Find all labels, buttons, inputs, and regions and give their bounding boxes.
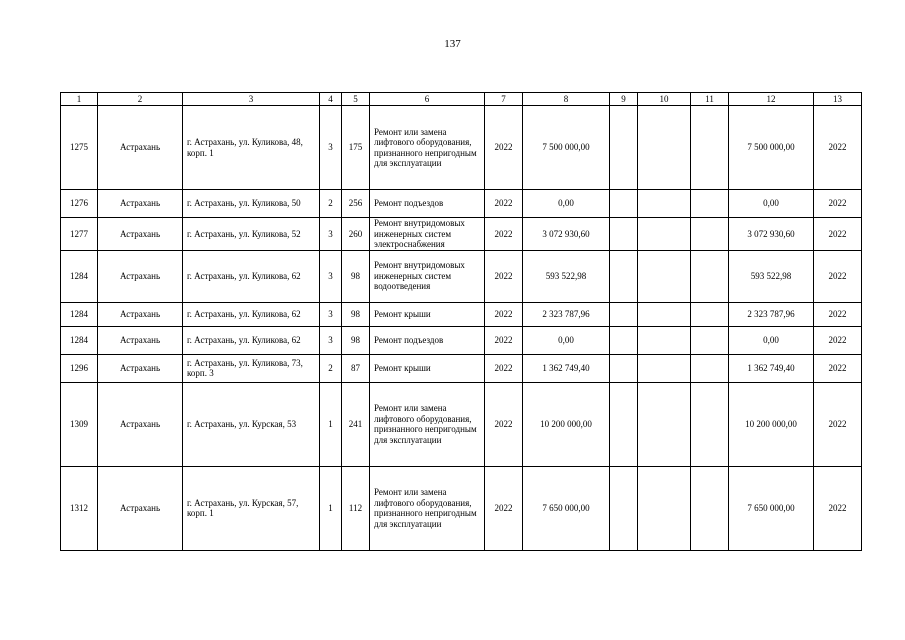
table-cell-col9 xyxy=(610,382,638,466)
table-cell-col12: 3 072 930,60 xyxy=(729,218,814,251)
table-cell-col8: 7 500 000,00 xyxy=(523,106,610,190)
table-cell-col3: г. Астрахань, ул. Куликова, 73, корп. 3 xyxy=(183,354,320,382)
table-cell-col7: 2022 xyxy=(485,190,523,218)
table-cell-col12: 7 500 000,00 xyxy=(729,106,814,190)
table-cell-col11 xyxy=(691,218,729,251)
table-cell-col6: Ремонт или замена лифтового оборудования, признанного непригодным для эксплуатации xyxy=(370,382,485,466)
column-header: 4 xyxy=(320,93,342,106)
table-cell-col4: 3 xyxy=(320,218,342,251)
table-cell-col13: 2022 xyxy=(814,354,862,382)
table-cell-col2: Астрахань xyxy=(98,354,183,382)
table-cell-col1: 1284 xyxy=(61,302,98,326)
table-cell-col11 xyxy=(691,250,729,302)
table-cell-col4: 1 xyxy=(320,382,342,466)
table-cell-col2: Астрахань xyxy=(98,218,183,251)
table-cell-col3: г. Астрахань, ул. Курская, 53 xyxy=(183,382,320,466)
table-cell-col2: Астрахань xyxy=(98,466,183,550)
table-cell-col8: 0,00 xyxy=(523,190,610,218)
page-number: 137 xyxy=(444,38,461,50)
table-cell-col2: Астрахань xyxy=(98,302,183,326)
table-cell-col2: Астрахань xyxy=(98,190,183,218)
table-cell-col10 xyxy=(638,466,691,550)
table-cell-col13: 2022 xyxy=(814,218,862,251)
table-cell-col11 xyxy=(691,466,729,550)
table-cell-col7: 2022 xyxy=(485,466,523,550)
table-row xyxy=(61,106,862,190)
table-cell-col3: г. Астрахань, ул. Куликова, 62 xyxy=(183,326,320,354)
table-cell-col11 xyxy=(691,354,729,382)
table-row xyxy=(61,218,862,251)
table-cell-col12: 1 362 749,40 xyxy=(729,354,814,382)
table-cell-col10 xyxy=(638,354,691,382)
table-cell-col13: 2022 xyxy=(814,326,862,354)
table-cell-col11 xyxy=(691,382,729,466)
column-header: 2 xyxy=(98,93,183,106)
table-cell-col10 xyxy=(638,382,691,466)
table-cell-col2: Астрахань xyxy=(98,250,183,302)
column-header: 6 xyxy=(370,93,485,106)
table-cell-col6: Ремонт внутридомовых инженерных систем водоотведения xyxy=(370,250,485,302)
table-cell-col5: 256 xyxy=(342,190,370,218)
table-row xyxy=(61,326,862,354)
table-cell-col13: 2022 xyxy=(814,382,862,466)
table-row xyxy=(61,382,862,466)
table-cell-col4: 3 xyxy=(320,106,342,190)
table-cell-col9 xyxy=(610,326,638,354)
column-number-row xyxy=(61,93,862,106)
table-cell-col9 xyxy=(610,106,638,190)
table-cell-col6: Ремонт подъездов xyxy=(370,326,485,354)
table-cell-col13: 2022 xyxy=(814,302,862,326)
table-cell-col11 xyxy=(691,190,729,218)
table-cell-col10 xyxy=(638,302,691,326)
table-cell-col1: 1275 xyxy=(61,106,98,190)
table-cell-col1: 1276 xyxy=(61,190,98,218)
table-cell-col13: 2022 xyxy=(814,250,862,302)
table-cell-col13: 2022 xyxy=(814,106,862,190)
table-cell-col4: 3 xyxy=(320,326,342,354)
table-cell-col13: 2022 xyxy=(814,466,862,550)
table-cell-col9 xyxy=(610,218,638,251)
table-cell-col9 xyxy=(610,250,638,302)
column-header: 3 xyxy=(183,93,320,106)
table-cell-col12: 2 323 787,96 xyxy=(729,302,814,326)
table-cell-col4: 3 xyxy=(320,302,342,326)
table-body xyxy=(61,106,862,551)
table-cell-col5: 112 xyxy=(342,466,370,550)
table-cell-col8: 2 323 787,96 xyxy=(523,302,610,326)
column-header: 10 xyxy=(638,93,691,106)
table-cell-col5: 98 xyxy=(342,302,370,326)
column-header: 8 xyxy=(523,93,610,106)
table-cell-col12: 593 522,98 xyxy=(729,250,814,302)
table-cell-col2: Астрахань xyxy=(98,382,183,466)
table-cell-col6: Ремонт или замена лифтового оборудования, признанного непригодным для эксплуатации xyxy=(370,466,485,550)
table-cell-col5: 260 xyxy=(342,218,370,251)
table-cell-col5: 87 xyxy=(342,354,370,382)
table-cell-col4: 3 xyxy=(320,250,342,302)
table-cell-col9 xyxy=(610,466,638,550)
table-cell-col9 xyxy=(610,354,638,382)
table-cell-col10 xyxy=(638,218,691,251)
table-cell-col6: Ремонт внутридомовых инженерных систем электроснабжения xyxy=(370,218,485,251)
table-row xyxy=(61,190,862,218)
table-row xyxy=(61,354,862,382)
column-header: 1 xyxy=(61,93,98,106)
table-cell-col1: 1284 xyxy=(61,326,98,354)
table-cell-col10 xyxy=(638,326,691,354)
table-cell-col6: Ремонт крыши xyxy=(370,354,485,382)
column-header: 12 xyxy=(729,93,814,106)
table-cell-col6: Ремонт крыши xyxy=(370,302,485,326)
table-cell-col12: 0,00 xyxy=(729,190,814,218)
table-cell-col13: 2022 xyxy=(814,190,862,218)
table-cell-col7: 2022 xyxy=(485,354,523,382)
table-cell-col7: 2022 xyxy=(485,382,523,466)
data-table xyxy=(60,92,862,551)
table-cell-col4: 2 xyxy=(320,354,342,382)
table-cell-col3: г. Астрахань, ул. Куликова, 62 xyxy=(183,302,320,326)
table-cell-col2: Астрахань xyxy=(98,106,183,190)
table-cell-col12: 10 200 000,00 xyxy=(729,382,814,466)
table-cell-col9 xyxy=(610,302,638,326)
table-cell-col6: Ремонт подъездов xyxy=(370,190,485,218)
table-cell-col12: 7 650 000,00 xyxy=(729,466,814,550)
table-cell-col1: 1296 xyxy=(61,354,98,382)
column-header: 13 xyxy=(814,93,862,106)
table-cell-col9 xyxy=(610,190,638,218)
table-cell-col11 xyxy=(691,326,729,354)
table-cell-col1: 1284 xyxy=(61,250,98,302)
table-cell-col8: 10 200 000,00 xyxy=(523,382,610,466)
table-cell-col11 xyxy=(691,106,729,190)
table-cell-col7: 2022 xyxy=(485,250,523,302)
table-cell-col10 xyxy=(638,250,691,302)
column-header: 7 xyxy=(485,93,523,106)
table-cell-col7: 2022 xyxy=(485,218,523,251)
table-row xyxy=(61,250,862,302)
table-cell-col12: 0,00 xyxy=(729,326,814,354)
table-cell-col3: г. Астрахань, ул. Куликова, 48, корп. 1 xyxy=(183,106,320,190)
table-cell-col8: 1 362 749,40 xyxy=(523,354,610,382)
column-header: 5 xyxy=(342,93,370,106)
table-cell-col10 xyxy=(638,190,691,218)
table-cell-col1: 1312 xyxy=(61,466,98,550)
table-cell-col3: г. Астрахань, ул. Куликова, 52 xyxy=(183,218,320,251)
table-cell-col7: 2022 xyxy=(485,326,523,354)
table-cell-col6: Ремонт или замена лифтового оборудования, признанного непригодным для эксплуатации xyxy=(370,106,485,190)
table-row xyxy=(61,302,862,326)
table-cell-col5: 175 xyxy=(342,106,370,190)
table-cell-col8: 7 650 000,00 xyxy=(523,466,610,550)
column-header: 11 xyxy=(691,93,729,106)
table-row xyxy=(61,466,862,550)
table-cell-col11 xyxy=(691,302,729,326)
table-cell-col1: 1309 xyxy=(61,382,98,466)
table-cell-col5: 241 xyxy=(342,382,370,466)
table-cell-col7: 2022 xyxy=(485,302,523,326)
table-cell-col3: г. Астрахань, ул. Курская, 57, корп. 1 xyxy=(183,466,320,550)
table-cell-col4: 2 xyxy=(320,190,342,218)
table-cell-col8: 3 072 930,60 xyxy=(523,218,610,251)
table-cell-col2: Астрахань xyxy=(98,326,183,354)
table-cell-col5: 98 xyxy=(342,250,370,302)
table-cell-col8: 593 522,98 xyxy=(523,250,610,302)
table-cell-col4: 1 xyxy=(320,466,342,550)
table-cell-col10 xyxy=(638,106,691,190)
table-cell-col5: 98 xyxy=(342,326,370,354)
column-header: 9 xyxy=(610,93,638,106)
table-cell-col1: 1277 xyxy=(61,218,98,251)
table-cell-col3: г. Астрахань, ул. Куликова, 50 xyxy=(183,190,320,218)
table-cell-col3: г. Астрахань, ул. Куликова, 62 xyxy=(183,250,320,302)
table-cell-col8: 0,00 xyxy=(523,326,610,354)
table-cell-col7: 2022 xyxy=(485,106,523,190)
